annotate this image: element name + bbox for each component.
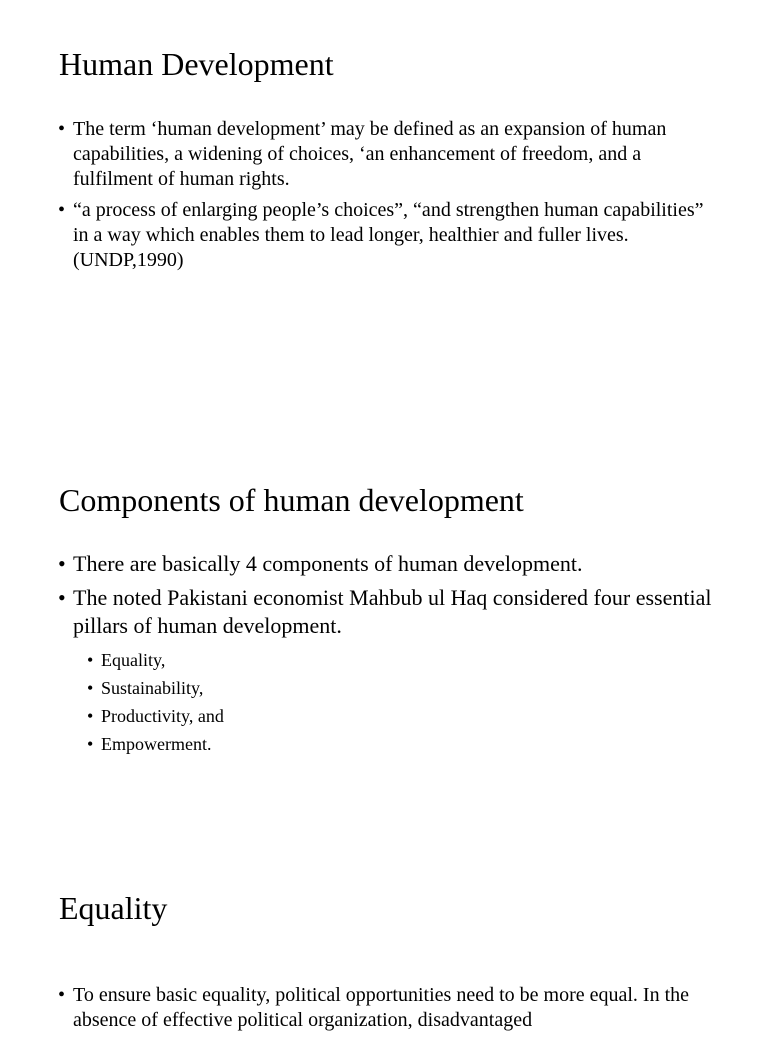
- slide-components: [0, 420, 768, 840]
- bullet-item: • The noted Pakistani economist Mahbub ul Haq considered four essential pillars of human development.: [58, 584, 718, 640]
- bullet-item: • “a process of enlarging people’s choices”, “and strengthen human capabilities” in a way which enables them to lead longer, healthier and fuller lives.(UNDP,1990): [58, 198, 718, 273]
- sub-bullet-list: [87, 646, 224, 758]
- bullet-list: [58, 983, 718, 1039]
- sub-bullet-item: • Productivity, and: [87, 702, 224, 730]
- sub-bullet-item: • Sustainability,: [87, 674, 224, 702]
- bullet-item: • There are basically 4 components of human development.: [58, 550, 718, 578]
- sub-bullet-item: • Equality,: [87, 646, 224, 674]
- sub-bullet-item: • Empowerment.: [87, 730, 224, 758]
- bullet-list: [58, 117, 718, 279]
- slide-title: Human Development: [59, 46, 334, 82]
- slide-title: Equality: [59, 890, 168, 926]
- bullet-item: • To ensure basic equality, political opportunities need to be more equal. In the absence of effective political organization, disadvantaged: [58, 983, 718, 1033]
- slide-human-development: [0, 0, 768, 420]
- bullet-list: [58, 550, 718, 646]
- slide-equality: [0, 840, 768, 1031]
- slide-title: Components of human development: [59, 482, 524, 518]
- bullet-item: • The term ‘human development’ may be defined as an expansion of human capabilities, a widening of choices, ‘an enhancement of freedom, and a fulfilment of human rights.: [58, 117, 718, 192]
